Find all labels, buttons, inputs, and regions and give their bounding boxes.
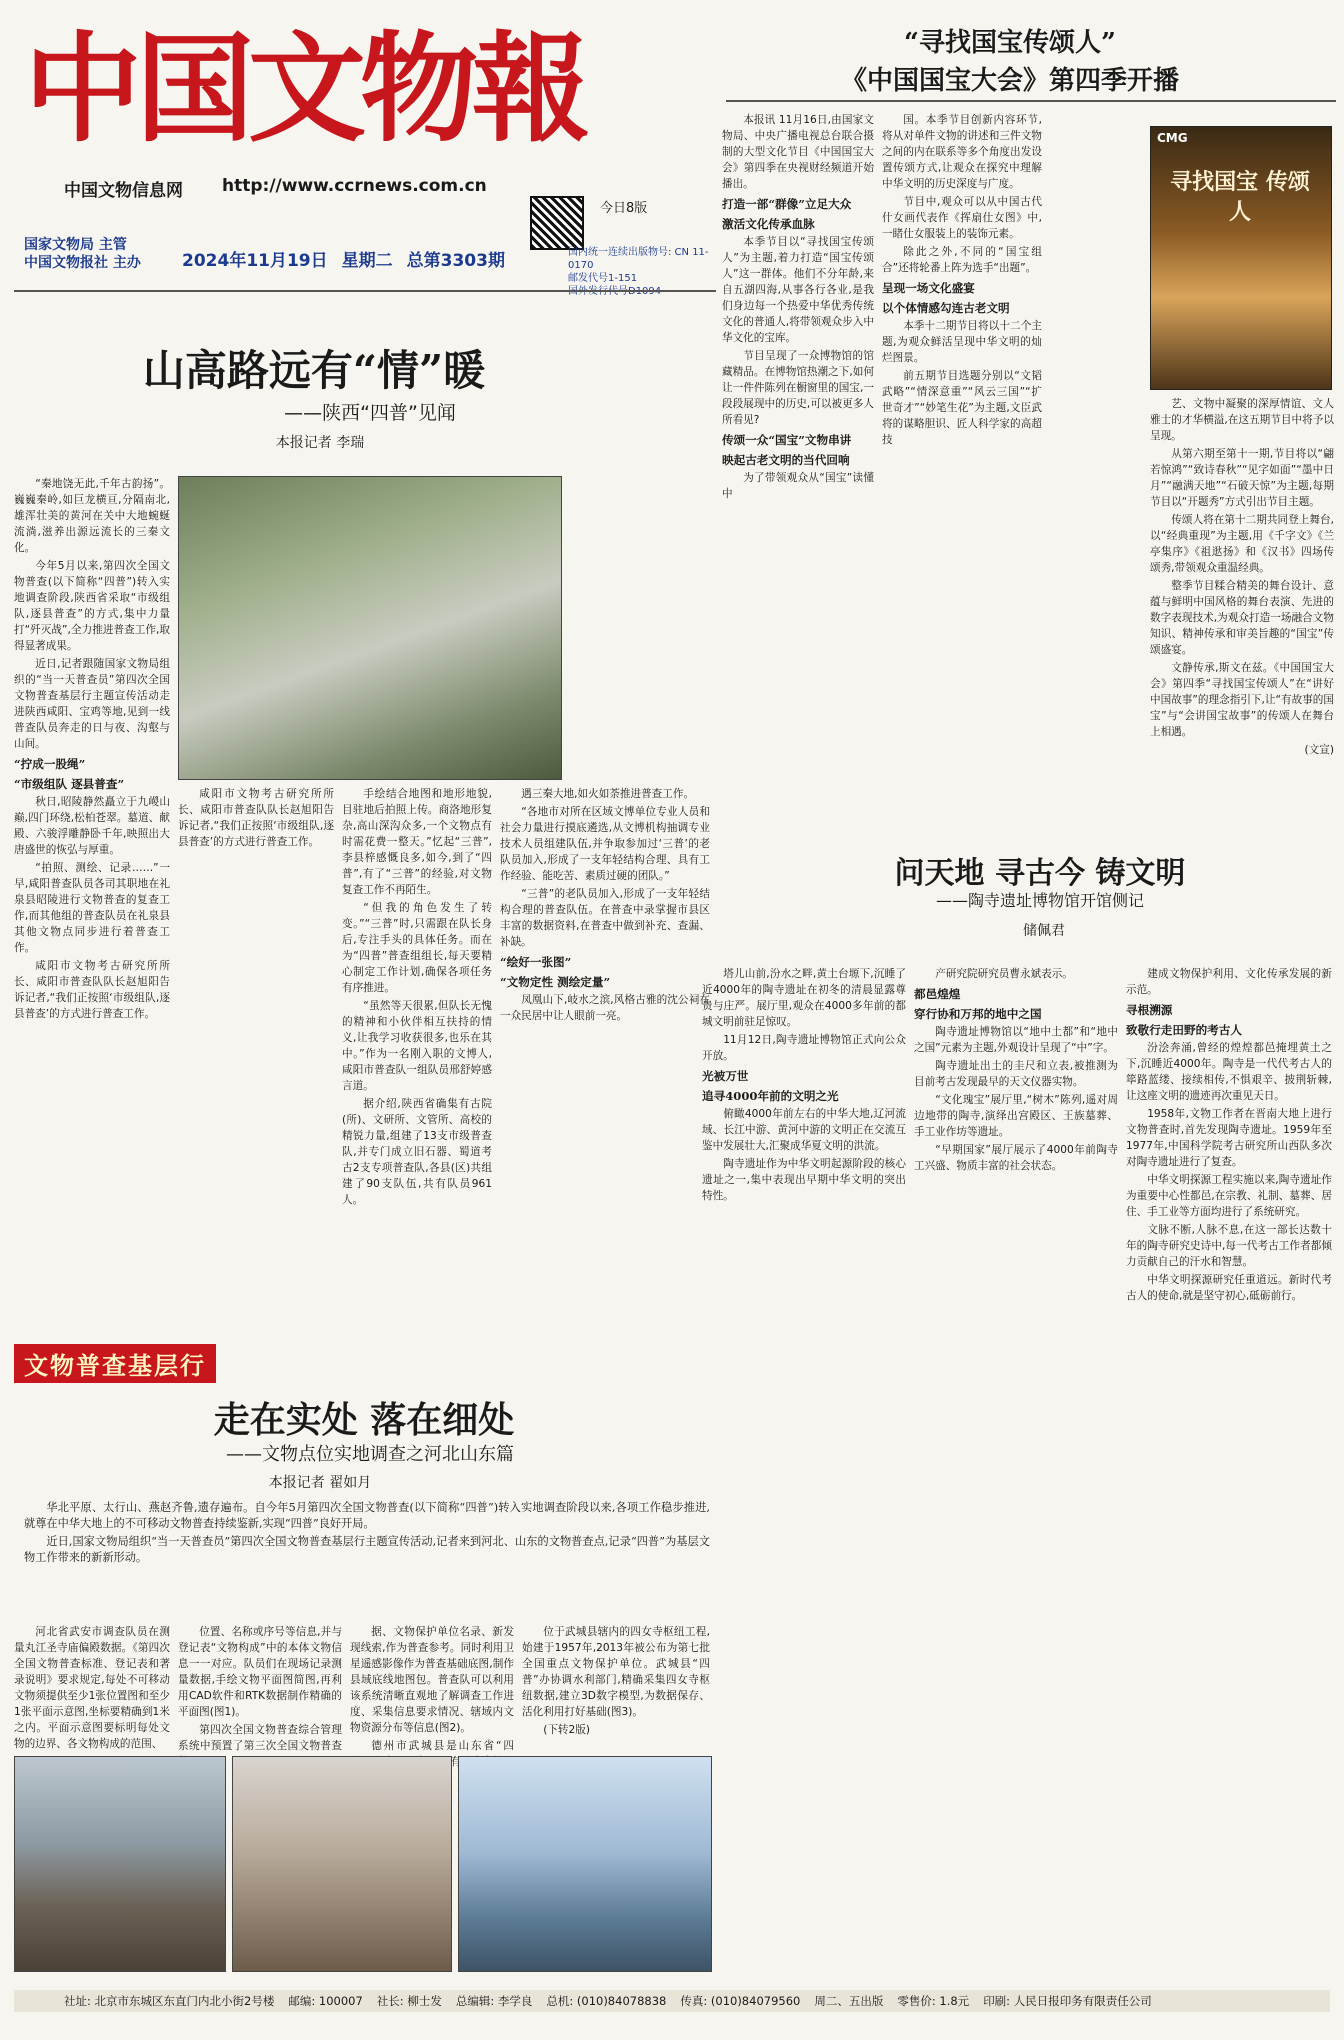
footer-zip: 邮编: 100007 bbox=[288, 1994, 363, 2008]
paragraph: 陶寺遗址博物馆以“地中土都”和“地中之国”元素为主题,外观设计呈现了“中”字。 bbox=[914, 1026, 1118, 1054]
a2-column-3 bbox=[350, 1624, 514, 1768]
a1-subhead-3: “绘好一张图” bbox=[500, 955, 572, 969]
paragraph: 国。本季节目创新内容环节,将从对单件文物的讲述和三件文物之间的内在联系等多个角度出发设置传颂方式,让观众在探究中理解中华文明的历史深度与广度。 bbox=[882, 114, 1042, 190]
paragraph: 除此之外,不同的“国宝组合”还将轮番上阵为选手“出题”。 bbox=[882, 246, 1042, 274]
paragraph: 据介绍,陕西省确集有古院(所)、文研所、文管所、高校的精锐力量,组建了13支市级普查队,并专门成立旧石器、蜀道考古2支专项普查队,各县(区)共组建了90支队伍,共有队员961人。 bbox=[342, 1098, 492, 1206]
paragraph: 艺、文物中凝聚的深厚情谊、文人雅士的才华横溢,在这五期节目中将予以呈现。 bbox=[1150, 398, 1334, 442]
a4-subhead-2: 追寻4000年前的文明之光 bbox=[702, 1089, 839, 1103]
a2-photo-2 bbox=[232, 1756, 452, 1972]
paragraph: 近日,记者跟随国家文物局组织的“当一天普查员”第四次全国文物普查基层行主题宣传活动走进陕西咸阳、宝鸡等地,见到一线普查队员奔走的日与夜、沟壑与山间。 bbox=[14, 658, 170, 750]
footer-editor: 总编辑: 李学良 bbox=[455, 1994, 533, 2008]
a4-subtitle: ——陶寺遗址博物馆开馆侧记 bbox=[935, 891, 1144, 910]
a4-title[interactable]: 问天地 寻古今 铸文明 bbox=[894, 856, 1186, 891]
a4-byline: 储佩君 bbox=[1023, 923, 1065, 939]
masthead-rule bbox=[14, 290, 716, 292]
a1-column-4 bbox=[500, 786, 710, 1322]
a3-subhead-5: 呈现一场文化盛宴 bbox=[882, 281, 975, 295]
a4-column-1 bbox=[702, 966, 906, 1976]
footer-price: 零售价: 1.8元 bbox=[897, 1994, 970, 2008]
paragraph: 秋日,昭陵静然矗立于九嵕山巅,四门环绕,松柏苍翠。墓道、献殿、六骏浮雕静卧千年,映照出大唐盛世的恢弘与厚重。 bbox=[14, 796, 170, 856]
postal-code: 邮发代号1-151 bbox=[568, 273, 638, 284]
a2-lead bbox=[24, 1500, 710, 1620]
a3-subhead-3: 传颂一众“国宝”文物串讲 bbox=[722, 433, 852, 447]
poster-text: 寻找国宝 传颂人 bbox=[1170, 169, 1310, 225]
paragraph: 位置、名称或序号等信息,并与登记表“文物构成”中的本体文物信息一一对应。队员们在现场记录测量数据,手绘文物平面图简图,再利用CAD软件和RTK数据制作精确的平面图(图1)。 bbox=[178, 1626, 342, 1718]
date-bar bbox=[182, 246, 505, 271]
paragraph: 节目中,观众可以从中国古代什女画代表作《挥扇仕女图》中,一睹仕女服装上的装饰元素。 bbox=[882, 196, 1042, 240]
paragraph: 俯瞰4000年前左右的中华大地,辽河流域、长江中游、黄河中游的文明正在交流互鉴中发展壮大,汇聚成华夏文明的洪流。 bbox=[702, 1108, 906, 1152]
a4-subhead-1: 光被万世 bbox=[702, 1069, 749, 1083]
paragraph: 本季十二期节目将以十二个主题,为观众鲜活呈现中华文明的灿烂图景。 bbox=[882, 320, 1042, 364]
a3-column-2 bbox=[882, 112, 1042, 802]
paragraph: 中华文明探源研究任重道远。新时代考古人的使命,就是坚守初心,砥砺前行。 bbox=[1126, 1274, 1332, 1302]
paragraph: “拍照、测绘、记录……”一早,咸阳普查队员各司其职地在礼泉县昭陵进行文物普查的复查工作,而其他组的普查队员在礼泉县其他文物点同步进行着普查工作。 bbox=[14, 862, 170, 954]
a2-photo-3 bbox=[458, 1756, 712, 1972]
issue-weekday: 星期二 bbox=[341, 251, 393, 271]
paragraph: 手绘结合地图和地形地貌,目驻地后拍照上传。商洛地形复杂,高山深沟众多,一个文物点有时需花费一整天。”忆起“三普”,李县梓感慨良多,如今,到了“四普”,有了“三普”的经验,对文物复查工作不再陌生。 bbox=[342, 788, 492, 896]
paragraph: 中华文明探源工程实施以来,陶寺遗址作为重要中心性都邑,在宗教、礼制、墓葬、居住、手工业等方面均进行了系统研究。 bbox=[1126, 1174, 1332, 1218]
site-url[interactable]: http://www.ccrnews.com.cn bbox=[222, 176, 487, 196]
poster-brand: CMG bbox=[1157, 131, 1188, 145]
paragraph: 建成文物保护利用、文化传承发展的新示范。 bbox=[1126, 968, 1332, 996]
a4-subhead-3: 都邑煌煌 bbox=[914, 987, 961, 1001]
paragraph: 11月12日,陶寺遗址博物馆正式向公众开放。 bbox=[702, 1034, 906, 1062]
a2-title[interactable]: 走在实处 落在细处 bbox=[213, 1399, 515, 1441]
a3-program-poster bbox=[1150, 126, 1332, 390]
paragraph: 位于武城县辖内的四女寺枢纽工程,始建于1957年,2013年被公布为第七批全国重点文物保护单位。武城县“四普”办协调水利部门,精确采集四女寺枢纽数据,建立3D数字模型,为数据保存、活化利用打好基础(图3)。 bbox=[522, 1626, 710, 1718]
a1-subhead-4: “文物定性 测绘定量” bbox=[500, 975, 611, 989]
paragraph: 近日,国家文物局组织“当一天普查员”第四次全国文物普查基层行主题宣传活动,记者来到河北、山东的文物普查点,记录“四普”为基层文物工作带来的新新形动。 bbox=[24, 1535, 710, 1564]
paragraph: 德州市武城县是山东省“四 ,有 bbox=[371, 1740, 514, 1768]
footer-printer: 印刷: 人民日报印务有限责任公司 bbox=[983, 1994, 1152, 2008]
issue-date: 2024年11月19日 bbox=[182, 251, 328, 271]
paragraph: “但我的角色发生了转变。”“三普”时,只需跟在队长身后,专注手头的具体任务。而在为“四普”普查组组长,每天要精心制定工作计划,确保各项任务有序推进。 bbox=[342, 902, 492, 994]
paragraph: 咸阳市文物考古研究所所长、咸阳市普查队队长赵旭阳告诉记者,“我们正按照‘市级组队,逐县普查’的方式进行普查工作。 bbox=[178, 788, 334, 848]
paragraph: “虽然等天很累,但队长无愧的精神和小伙伴相互扶持的情义,让我学习收获很多,也乐在其中。”作为一名刚入职的文博人,咸阳市普查队一组队员邢舒婷感言道。 bbox=[342, 1000, 492, 1092]
footer-schedule: 周二、五出版 bbox=[814, 1994, 884, 2008]
paragraph: 1958年,文物工作者在晋南大地上进行文物普查时,首先发现陶寺遗址。1959年至1977年,中国科学院考古研究所山西队多次对陶寺遗址进行了复查。 bbox=[1126, 1108, 1332, 1168]
paragraph: 产研究院研究员曹永斌表示。 bbox=[935, 968, 1073, 980]
a1-photo-survey-team bbox=[178, 476, 562, 780]
a4-column-2 bbox=[914, 966, 1118, 1976]
a4-subhead-4: 穿行协和万邦的地中之国 bbox=[914, 1007, 1042, 1021]
a1-column-1 bbox=[14, 476, 170, 1322]
a3-column-3 bbox=[1150, 396, 1334, 822]
paragraph: 本报讯 11月16日,由国家文物局、中央广播电视总台联合摄制的大型文化节目《中国国宝大会》第四季在央视财经频道开始播出。 bbox=[722, 114, 874, 190]
paragraph: 节目呈现了一众博物馆的馆藏精品。在博物馆热潮之下,如何让一件件陈列在橱窗里的国宝,一段段展现中的历史,可以被更多人所看见? bbox=[722, 350, 874, 426]
paragraph: 据、文物保护单位名录、新发现线索,作为普查参考。同时利用卫星遥感影像作为普查基础底图,制作县域底线地图包。普查队可以利用该系统清晰直观地了解调查工作进度、采集信息要求情况、辖域内文物资源分布等信息(图2)。 bbox=[350, 1626, 514, 1734]
paragraph: “各地市对所在区域文博单位专业人员和社会力量进行摸底遴选,从文博机构抽调专业技术人员组建队伍,并争取参加过‘三普’的老队员加入,形成了一支年轻结构合理、具有工作经验、能吃苦、素质过硬的团队。” bbox=[500, 806, 710, 882]
paragraph: 凤凰山下,岐水之滨,风格古雅的沈公祠在一众民居中让人眼前一亮。 bbox=[500, 994, 710, 1022]
paragraph: 本季节目以“寻找国宝传颂人”为主题,着力打造“国宝传颂人”这一群体。他们不分年龄,来自五湖四海,从事各行各业,是我们身边每一个热爱中华优秀传统文化的普通人,将带领观众步入中华文化的宝库。 bbox=[722, 236, 874, 344]
paragraph: “早期国家”展厅展示了4000年前陶寺工兴盛、物质丰富的社会状态。 bbox=[914, 1144, 1118, 1172]
paragraph: “三普”的老队员加入,形成了一支年轻结构合理的普查队伍。在普查中录掌握市县区丰富的数据资料,在普查中做到补充、查漏、补缺。 bbox=[500, 888, 710, 948]
paragraph: 从第六期至第十一期,节目将以“翩若惊鸿”“致诗春秋”“见字如面”“墨中日月”“融满天地”“石破天惊”为主题,每期节目以“开题秀”方式引出节目主题。 bbox=[1150, 448, 1334, 508]
paragraph: 前五期节目选题分别以“文韬武略”“情深意重”“风云三国”“扩世奇才”“妙笔生花”为主题,文臣武将的谋略胆识、匠人科学家的高超技 bbox=[882, 370, 1042, 446]
paragraph: (下转2版) bbox=[543, 1724, 590, 1736]
pages-count: 今日8版 bbox=[600, 201, 648, 216]
a1-title[interactable]: 山高路远有“情”暖 bbox=[142, 346, 486, 395]
issue-meta bbox=[600, 200, 647, 218]
paragraph: 文静传承,斯文在兹。《中国国宝大会》第四季“寻找国宝传颂人”在“讲好中国故事”的理念指引下,让“有故事的国宝”与“会讲国宝故事”的传颂人在舞台上相遇。 bbox=[1150, 662, 1334, 738]
paragraph: 汾浍奔涌,曾经的煌煌都邑掩埋黄土之下,沉睡近4000年。陶寺是一代代考古人的筚路蓝缕、接续相传,不惧艰辛、披荆斩棘,让这座文明的遗迹再次重见天日。 bbox=[1126, 1042, 1332, 1102]
paragraph: 咸阳市文物考古研究所所长、咸阳市普查队队长赵旭阳告诉记者,“我们正按照‘市级组队,逐县普查’的方式进行普查工作。 bbox=[14, 960, 170, 1020]
a3-title-line1[interactable]: “寻找国宝传颂人” bbox=[904, 28, 1116, 58]
a3-subhead-2: 激活文化传承血脉 bbox=[722, 217, 815, 231]
paragraph: (文宣) bbox=[1304, 744, 1334, 756]
paragraph: 为了带领观众从“国宝”读懂中 bbox=[722, 472, 874, 500]
paragraph: 塔儿山前,汾水之畔,黄土台塬下,沉睡了近4000年的陶寺遗址在初冬的清晨显露尊贵与庄严。展厅里,观众在4000多年前的都城文明前驻足惊叹。 bbox=[702, 968, 906, 1028]
a3-rule bbox=[726, 100, 1336, 102]
paragraph: 第四次全国文物普查综合管理系统中预置了第三次全国文物普查 bbox=[178, 1724, 342, 1752]
paragraph: 传颂人将在第十二期共同登上舞台,以“经典重现”为主题,用《千字文》《兰亭集序》《祖逖扬》和《汉书》四场传颂秀,带领观众重温经典。 bbox=[1150, 514, 1334, 574]
a3-subhead-4: 映起古老文明的当代回响 bbox=[722, 453, 850, 467]
a2-column-1 bbox=[14, 1624, 170, 1748]
paragraph: 陶寺遗址出土的圭尺和立表,被推测为目前考古发现最早的天文仪器实物。 bbox=[914, 1060, 1118, 1088]
a1-subhead-2: “市级组队 逐县普查” bbox=[14, 777, 125, 791]
paragraph: 今年5月以来,第四次全国文物普查(以下简称“四普”)转入实地调查阶段,陕西省采取“市级组队,逐县普查”的方式,集中力量打“歼灭战”,全力推进普查工作,取得显著成果。 bbox=[14, 560, 170, 652]
a2-column-2 bbox=[178, 1624, 342, 1752]
sponsor-block bbox=[24, 236, 141, 272]
a1-byline: 本报记者 李瑞 bbox=[275, 435, 365, 451]
a2-photo-1 bbox=[14, 1756, 226, 1972]
cn-number: 国内统一连续出版物号: CN 11-0170 bbox=[568, 247, 709, 271]
a1-column-2 bbox=[178, 786, 334, 1322]
footer-president: 社长: 柳士发 bbox=[376, 1994, 442, 2008]
paragraph: “秦地饶无此,千年古韵扬”。巍巍秦岭,如巨龙横亘,分隔南北,雄浑壮美的黄河在关中大地蜿蜒流淌,滋养出源远流长的三秦文化。 bbox=[14, 478, 170, 554]
publisher: 中国文物报社 主办 bbox=[24, 255, 141, 271]
a4-subhead-5: 寻根溯源 bbox=[1126, 1003, 1173, 1017]
a4-column-3 bbox=[1126, 966, 1332, 1976]
a1-column-3 bbox=[342, 786, 492, 1322]
sponsor: 国家文物局 主管 bbox=[24, 237, 127, 253]
issue-number: 总第3303期 bbox=[406, 251, 505, 271]
qr-code-icon bbox=[530, 196, 584, 250]
masthead-title: 中国文物報 bbox=[24, 19, 585, 158]
a2-byline: 本报记者 翟如月 bbox=[268, 1475, 372, 1491]
footer-phone: 总机: (010)84078838 bbox=[546, 1994, 667, 2008]
site-name: 中国文物信息网 bbox=[64, 181, 183, 201]
paragraph: 遇三秦大地,如火如荼推进普查工作。 bbox=[521, 788, 695, 800]
a1-subtitle: ——陕西“四普”见闻 bbox=[284, 402, 456, 424]
a3-title-line2[interactable]: 《中国国宝大会》第四季开播 bbox=[840, 66, 1179, 96]
paragraph: 陶寺遗址作为中华文明起源阶段的核心遗址之一,集中表现出早期中华文明的突出特性。 bbox=[702, 1158, 906, 1202]
footer-fax: 传真: (010)84079560 bbox=[680, 1994, 801, 2008]
a4-subhead-6: 致敬行走田野的考古人 bbox=[1126, 1023, 1242, 1037]
a1-subhead-1: “拧成一股绳” bbox=[14, 757, 86, 771]
a3-subhead-6: 以个体情感勾连古老文明 bbox=[882, 301, 1010, 315]
footer-address: 社址: 北京市东城区东直门内北小街2号楼 bbox=[64, 1994, 275, 2008]
paragraph: 河北省武安市调查队员在测量丸江圣寺庙偏殿数据。《第四次全国文物普查标准、登记表和著录说明》要求规定,每处不可移动文物须提供至少1张位置图和至少1张平面示意图,坐标要精确到1米之内。平面示意图要标明每处文物的边界、各文物构成的范围、 bbox=[14, 1626, 170, 1750]
a2-column-4 bbox=[522, 1624, 710, 1748]
a3-column-1 bbox=[722, 112, 874, 802]
section-tag: 文物普查基层行 bbox=[14, 1344, 216, 1383]
footer-bar bbox=[14, 1990, 1330, 2012]
paragraph: 文脉不断,人脉不息,在这一部长达数十年的陶寺研究史诗中,每一代考古工作者都倾力贡献自己的汗水和智慧。 bbox=[1126, 1224, 1332, 1268]
paragraph: 华北平原、太行山、燕赵齐鲁,遗存遍布。自今年5月第四次全国文物普查(以下简称“四普”)转入实地调查阶段以来,各项工作稳步推进,就尊在中华大地上的不可移动文物普查持续鉴新,实现“四普”良好开局。 bbox=[24, 1501, 710, 1530]
a2-subtitle: ——文物点位实地调查之河北山东篇 bbox=[226, 1444, 514, 1465]
paragraph: “文化瑰宝”展厅里,“树木”陈列,遥对周边地带的陶寺,演绎出宫殿区、王族墓葬、手工业作坊等遗址。 bbox=[914, 1094, 1118, 1138]
paragraph: 整季节目糅合精美的舞台设计、意蕴与鲜明中国风格的舞台表演、先进的数字表现技术,为观众打造一场融合文物知识、精神传承和审美旨趣的“国宝”传颂盛宴。 bbox=[1150, 580, 1334, 656]
a3-subhead-1: 打造一部“群像”立足大众 bbox=[722, 197, 852, 211]
